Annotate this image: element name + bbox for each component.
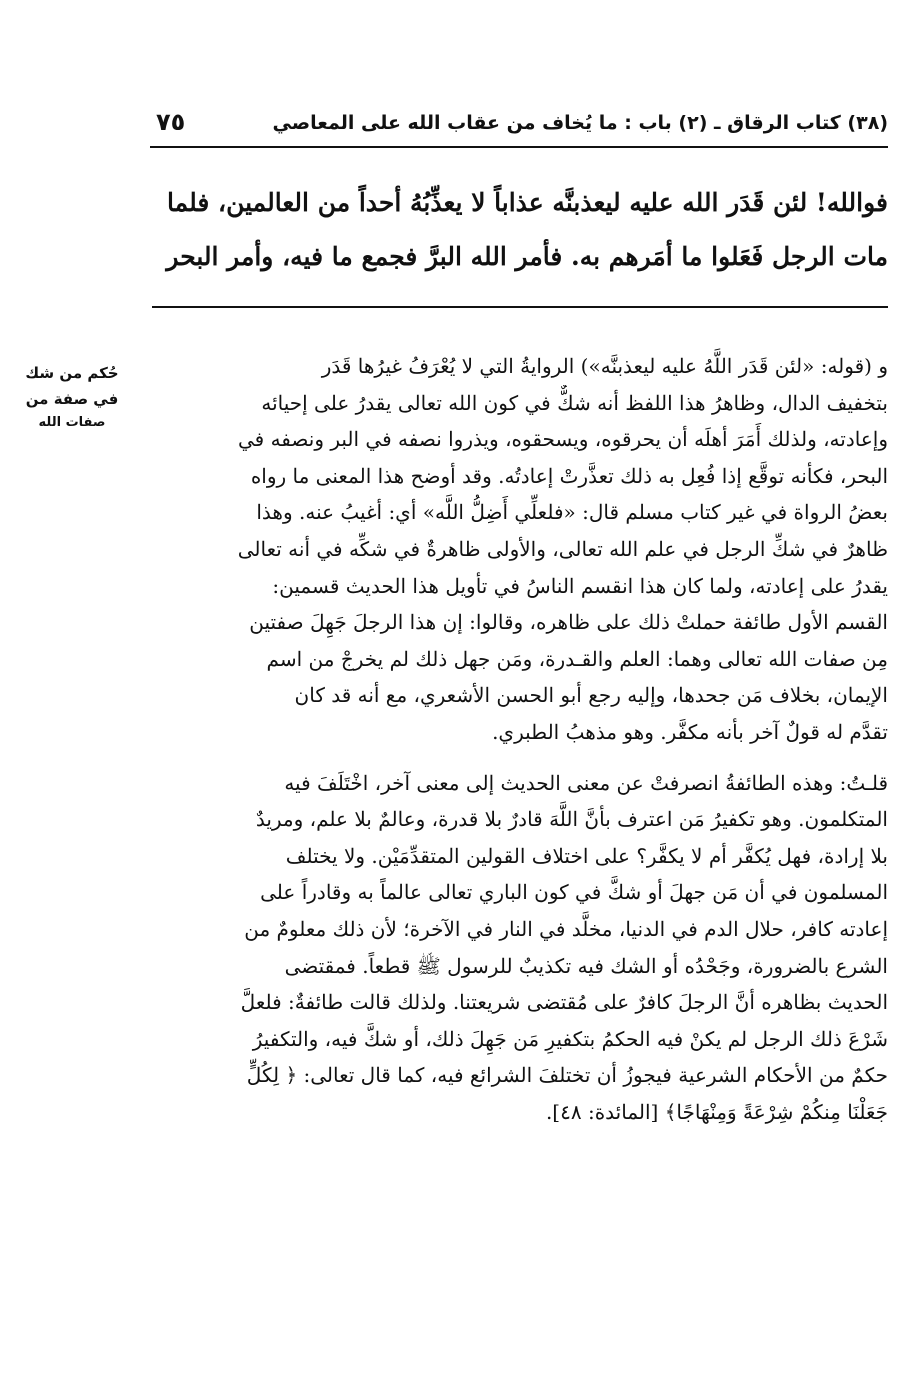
text-line: بعضُ الرواة في غير كتاب مسلم قال: «فلعلِّي أَضِلُّ اللَّه» أي: أغيبُ عنه. وهذا — [256, 500, 888, 525]
text-line: شَرْعَ ذلك الرجل لم يكنْ فيه الحكمُ بتكفيرِ مَن جَهِلَ ذلك، أو شكَّ فيه، والتكفيرُ — [252, 1026, 888, 1051]
page-number: ٧٥ — [156, 108, 186, 136]
text-line: بلا إرادة، فهل يُكفَّر أم لا يكفَّر؟ على اختلاف القولين المتقدِّمَيْن. ولا يختلف — [285, 843, 888, 868]
text-line: المسلمون في أن مَن جهلَ أو شكَّ في كون الباري تعالى عالماً به وقادراً على — [260, 880, 888, 905]
text-line: وإعادته، ولذلك أَمَرَ أهلَه أن يحرقوه، ويسحقوه، ويذروا نصفه في البر ونصفه في — [237, 427, 888, 452]
text-line: البحر، فكأنه توقَّع إذا فُعِل به ذلك تعذَّرتْ إعادتُه. وقد أوضح هذا المعنى ما رواه — [250, 463, 888, 488]
text-line: الشرع بالضرورة، وجَحْدُه أو الشك فيه تكذيبٌ للرسول ﷺ قطعاً. فمقتضى — [284, 953, 888, 978]
text-line: حكمٌ من الأحكام الشرعية فيجوزُ أن تختلفَ الشرائع فيه، كما قال تعالى: ﴿ لِكُلٍّ — [246, 1063, 888, 1088]
text-line: قلـتُ: وهذه الطائفةُ انصرفتْ عن معنى الحديث إلى معنى آخر، اخْتَلَفَ فيه — [284, 770, 888, 795]
text-line: تقدَّم له قولٌ آخر بأنه مكفَّر. وهو مذهبُ الطبري. — [492, 719, 888, 744]
text-line: الإيمان، بخلاف مَن جحدها، وإليه رجع أبو الحسن الأشعري، مع أنه قد كان — [294, 683, 888, 708]
text-line: مِن صفات الله تعالى وهما: العلم والقـدرة، ومَن جهل ذلك لم يخرجْ من اسم — [266, 646, 888, 671]
text-line: جَعَلْنَا مِنكُمْ شِرْعَةً وَمِنْهَاجًا﴾ [المائدة: ٤٨]. — [545, 1099, 888, 1124]
running-title: (٣٨) كتاب الرقاق ـ (٢) باب : ما يُخاف من عقاب الله على المعاصي — [272, 112, 888, 134]
text-line: فوالله! لئن قَدَر الله عليه ليعذبنَّه عذاباً لا يعذِّبُهُ أحداً من العالمين، فلما — [167, 188, 888, 217]
section-separator — [152, 306, 888, 308]
paragraph-gap — [150, 751, 888, 765]
hadith-text — [150, 176, 888, 284]
text-line: بتخفيف الدال، وظاهرُ هذا اللفظ أنه شكٌّ في كون الله تعالى يقدرُ على إحيائه — [261, 390, 888, 415]
header-rule — [150, 146, 888, 148]
text-line: المتكلمون. وهو تكفيرُ مَن اعترف بأنَّ اللَّهَ قادرٌ بلا قدرة، وعالمٌ بلا علم، ومريدٌ — [255, 807, 888, 832]
margin-note-line: في صفة من — [25, 390, 119, 408]
text-line: مات الرجل فَعَلوا ما أمَرهم به. فأمر الله البرَّ فجمع ما فيه، وأمر البحر — [166, 242, 888, 271]
text-line: إعادته كافر، حلال الدم في الدنيا، مخلَّد في النار في الآخرة؛ لأن ذلك معلومٌ من — [244, 916, 888, 941]
text-line: ظاهرٌ في شكِّ الرجل في علم الله تعالى، والأولى ظاهرةٌ في شكِّه في أنه تعالى — [237, 536, 888, 561]
text-line: يقدرُ على إعادته، ولما كان هذا انقسم الناسُ في تأويل هذا الحديث قسمين: — [272, 573, 888, 598]
margin-note — [7, 360, 137, 434]
margin-note-line: صفات الله — [38, 415, 106, 430]
commentary-text — [150, 348, 888, 1130]
page-header — [150, 104, 888, 144]
text-line: القسم الأول طائفة حملتْ ذلك على ظاهره، وقالوا: إن هذا الرجلَ جَهِلَ صفتين — [249, 610, 888, 635]
text-line: و (قوله: «لئن قَدَر اللَّهُ عليه ليعذبنَّه») الروايةُ التي لا يُعْرَفُ غيرُها قَدَر — [321, 354, 888, 378]
text-line: الحديث بظاهره أنَّ الرجلَ كافرٌ على مُقتضى شريعتنا. ولذلك قالت طائفةٌ: فلعلَّ — [240, 990, 888, 1015]
margin-note-line: حُكم من شك — [25, 364, 119, 382]
